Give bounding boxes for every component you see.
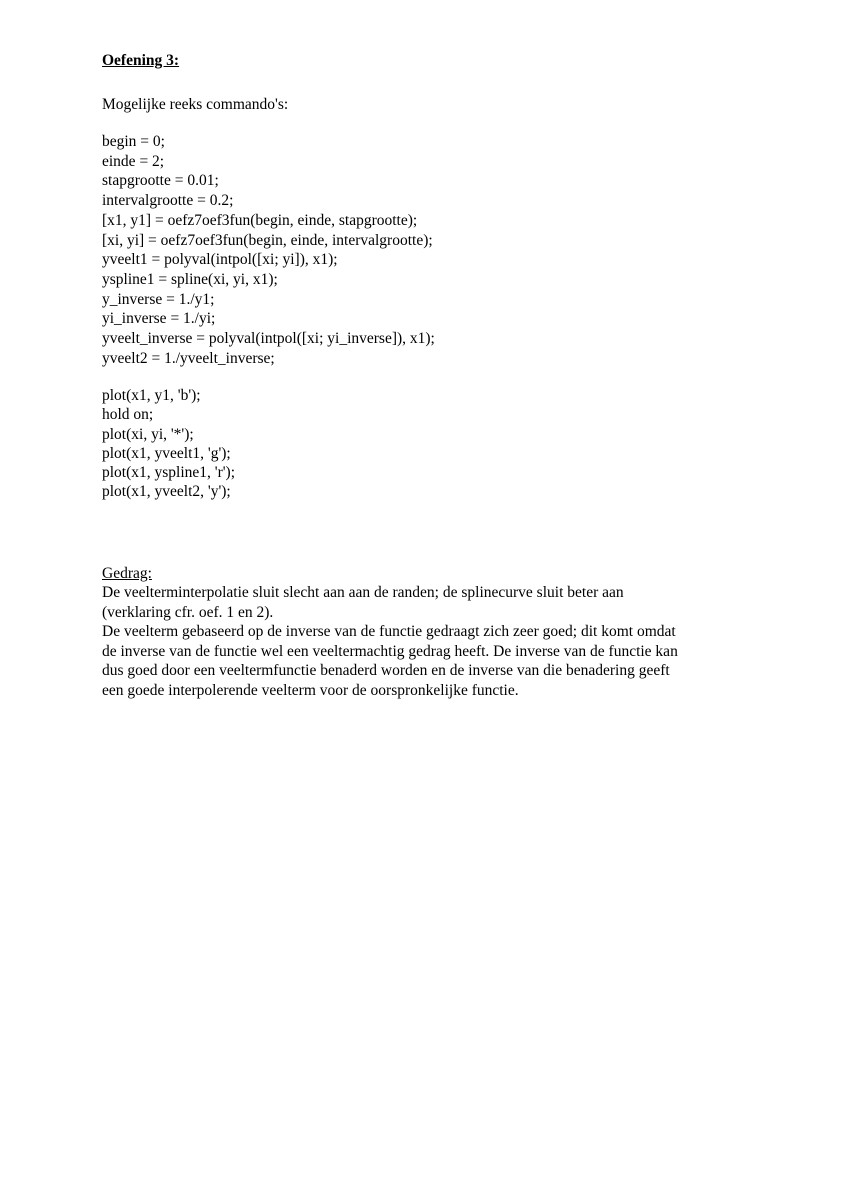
behavior-line: dus goed door een veeltermfunctie benaderd worden en de inverse van die benadering geeft xyxy=(102,662,670,679)
plot-line: plot(x1, yveelt2, 'y'); xyxy=(102,483,231,501)
code-line: yveelt2 = 1./yveelt_inverse; xyxy=(102,349,275,367)
code-line: [x1, y1] = oefz7oef3fun(begin, einde, stapgrootte); xyxy=(102,211,418,229)
behavior-heading: Gedrag: xyxy=(102,565,152,582)
behavior-line: De veelterminterpolatie sluit slecht aan aan de randen; de splinecurve sluit beter aan xyxy=(102,584,624,601)
behavior-line: een goede interpolerende veelterm voor de oorspronkelijke functie. xyxy=(102,681,519,699)
code-line: yveelt1 = polyval(intpol([xi; yi]), x1); xyxy=(102,251,338,269)
code-line: einde = 2; xyxy=(102,152,165,170)
plot-line: plot(x1, y1, 'b'); xyxy=(102,387,201,404)
document-page xyxy=(102,51,802,699)
intro-text: Mogelijke reeks commando's: xyxy=(102,96,289,113)
plot-line: hold on; xyxy=(102,406,154,424)
code-block xyxy=(102,132,435,368)
code-line: [xi, yi] = oefz7oef3fun(begin, einde, intervalgrootte); xyxy=(102,231,433,249)
behavior-line: De veelterm gebaseerd op de inverse van de functie gedraagt zich zeer goed; dit komt omdat xyxy=(102,623,676,640)
code-line: yspline1 = spline(xi, yi, x1); xyxy=(102,270,278,288)
behavior-line: de inverse van de functie wel een veeltermachtig gedrag heeft. De inverse van de functie kan xyxy=(102,642,678,660)
code-line: begin = 0; xyxy=(102,133,165,150)
code-line: stapgrootte = 0.01; xyxy=(102,172,219,190)
plot-line: plot(x1, yveelt1, 'g'); xyxy=(102,444,231,462)
code-line: intervalgrootte = 0.2; xyxy=(102,192,234,210)
behavior-paragraph xyxy=(102,583,678,700)
code-line: yveelt_inverse = polyval(intpol([xi; yi_inverse]), x1); xyxy=(102,330,435,348)
exercise-title: Oefening 3: xyxy=(102,52,180,69)
plot-commands-block xyxy=(102,386,235,502)
plot-line: plot(xi, yi, '*'); xyxy=(102,425,194,443)
plot-line: plot(x1, yspline1, 'r'); xyxy=(102,464,236,482)
code-line: y_inverse = 1./y1; xyxy=(102,290,215,308)
behavior-line: (verklaring cfr. oef. 1 en 2). xyxy=(102,603,274,621)
code-line: yi_inverse = 1./yi; xyxy=(102,310,216,328)
